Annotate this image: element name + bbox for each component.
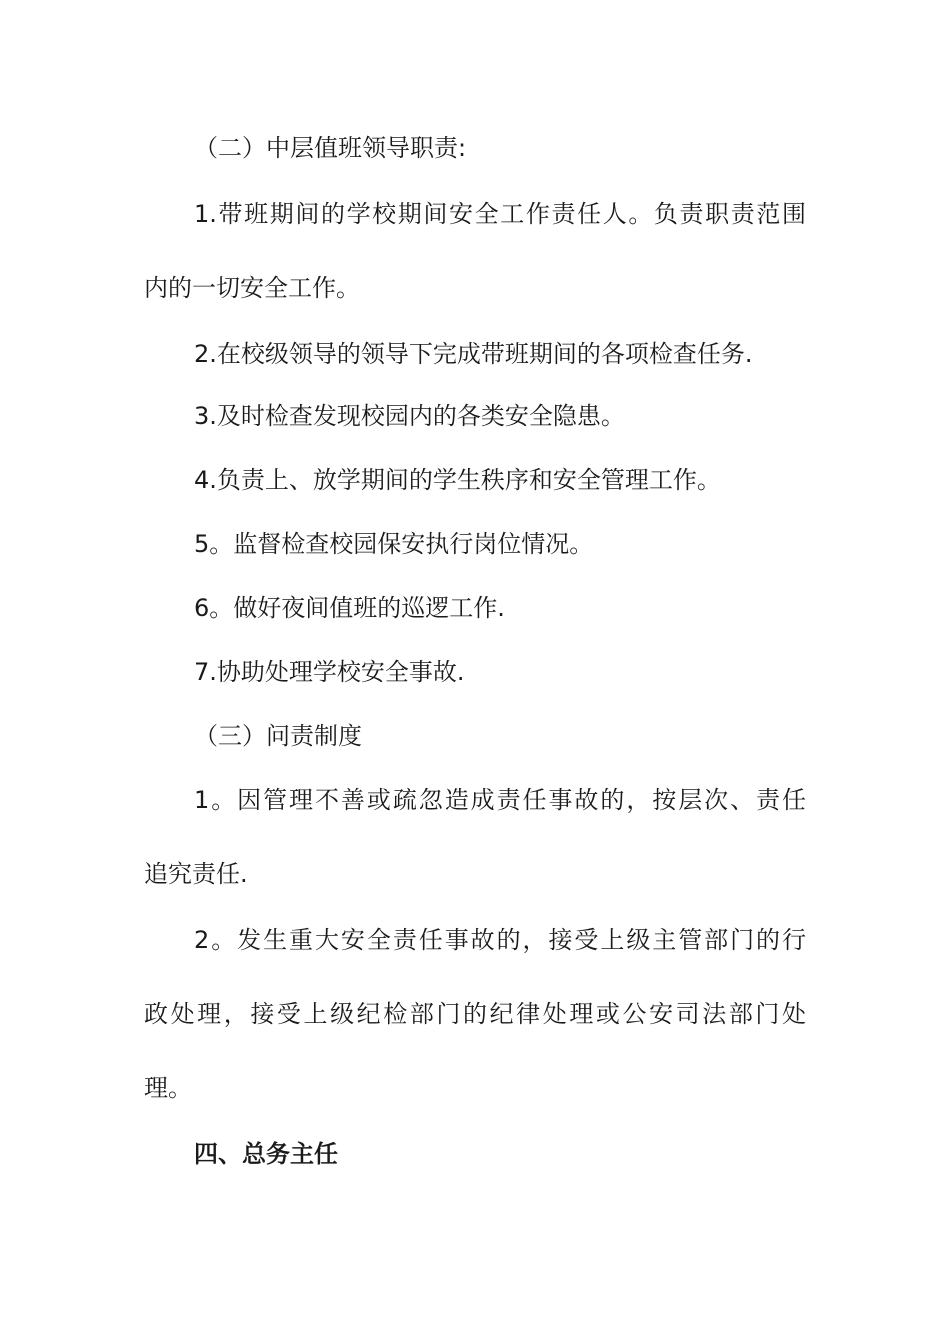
accountability-item-1-text-1: 1。因管理不善或疏忽造成责任事故的，按层次、责任: [194, 786, 806, 814]
list-item-2: 2.在校级领导的领导下完成带班期间的各项检查任务.: [194, 340, 753, 368]
section-heading-duty-leader: （二）中层值班领导职责:: [194, 134, 467, 162]
section-heading-general-affairs-director: 四、总务主任: [194, 1140, 338, 1168]
paragraph-item-1-line-1: [194, 198, 806, 230]
accountability-item-2-line-2: [144, 998, 806, 1030]
accountability-item-2-text-1: 2。发生重大安全责任事故的，接受上级主管部门的行: [194, 926, 806, 954]
list-item-4: 4.负责上、放学期间的学生秩序和安全管理工作。: [194, 466, 721, 494]
accountability-item-1-line-1: [194, 784, 806, 816]
list-item-6: 6。做好夜间值班的巡逻工作.: [194, 594, 505, 622]
accountability-item-2-text-2: 政处理，接受上级纪检部门的纪律处理或公安司法部门处: [144, 1000, 806, 1028]
accountability-item-1-line-2: 追究责任.: [144, 860, 248, 888]
list-item-3: 3.及时检查发现校园内的各类安全隐患。: [194, 402, 625, 430]
list-item-5: 5。监督检查校园保安执行岗位情况。: [194, 530, 594, 558]
paragraph-item-1-text-1: 1.带班期间的学校期间安全工作责任人。负责职责范围: [194, 200, 806, 228]
paragraph-item-1-line-2: 内的一切安全工作。: [144, 274, 360, 302]
accountability-item-2-line-1: [194, 924, 806, 956]
accountability-item-2-line-3: 理。: [144, 1074, 192, 1102]
list-item-7: 7.协助处理学校安全事故.: [194, 658, 465, 686]
section-heading-accountability: （三）问责制度: [194, 722, 362, 750]
